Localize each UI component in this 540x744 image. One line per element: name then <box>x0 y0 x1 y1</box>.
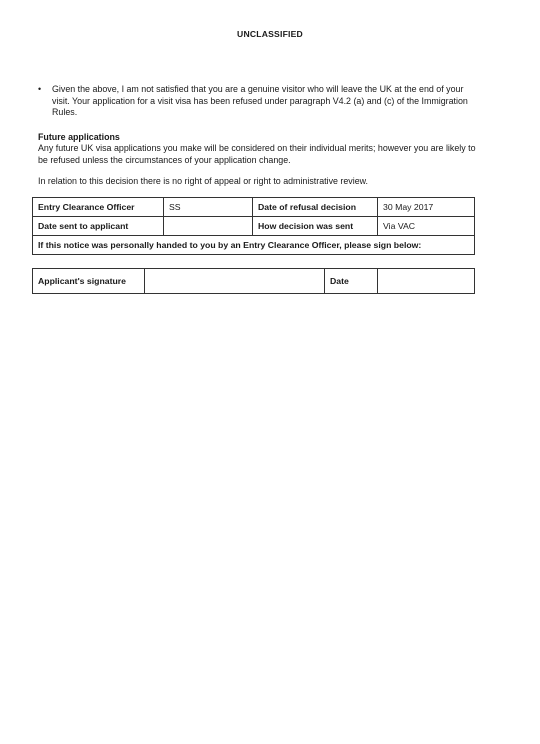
signature-table <box>32 268 475 294</box>
signature-date-field[interactable] <box>378 269 475 294</box>
future-applications-heading: Future applications <box>38 132 120 142</box>
future-applications-section <box>38 132 478 166</box>
table-row <box>33 236 475 255</box>
signature-date-label: Date <box>325 269 378 294</box>
date-sent-label: Date sent to applicant <box>33 217 164 236</box>
refusal-reason-bullet <box>38 84 478 119</box>
how-sent-value: Via VAC <box>378 217 475 236</box>
how-sent-label: How decision was sent <box>253 217 378 236</box>
future-applications-body: Any future UK visa applications you make will be considered on their individual merits; however you are likely to be refused unless the circumstances of your application change. <box>38 143 476 165</box>
table-row <box>33 198 475 217</box>
classification-header: UNCLASSIFIED <box>237 29 303 39</box>
table-row <box>33 269 475 294</box>
handed-notice: If this notice was personally handed to you by an Entry Clearance Officer, please sign below: <box>33 236 475 255</box>
applicant-signature-label: Applicant's signature <box>33 269 145 294</box>
bullet-marker: • <box>38 84 42 94</box>
decision-table <box>32 197 475 255</box>
date-of-refusal-value: 30 May 2017 <box>378 198 475 217</box>
entry-clearance-officer-value: SS <box>164 198 253 217</box>
date-sent-value <box>164 217 253 236</box>
refusal-reason-text: Given the above, I am not satisfied that you are a genuine visitor who will leave the UK at the end of your visit. Your application for a visit visa has been refused under paragraph V4.2 (a) and (c) of the Immigration Rules. <box>52 84 468 118</box>
appeal-note: In relation to this decision there is no right of appeal or right to administrative review. <box>38 176 369 186</box>
entry-clearance-officer-label: Entry Clearance Officer <box>33 198 164 217</box>
applicant-signature-field[interactable] <box>145 269 325 294</box>
date-of-refusal-label: Date of refusal decision <box>253 198 378 217</box>
table-row <box>33 217 475 236</box>
